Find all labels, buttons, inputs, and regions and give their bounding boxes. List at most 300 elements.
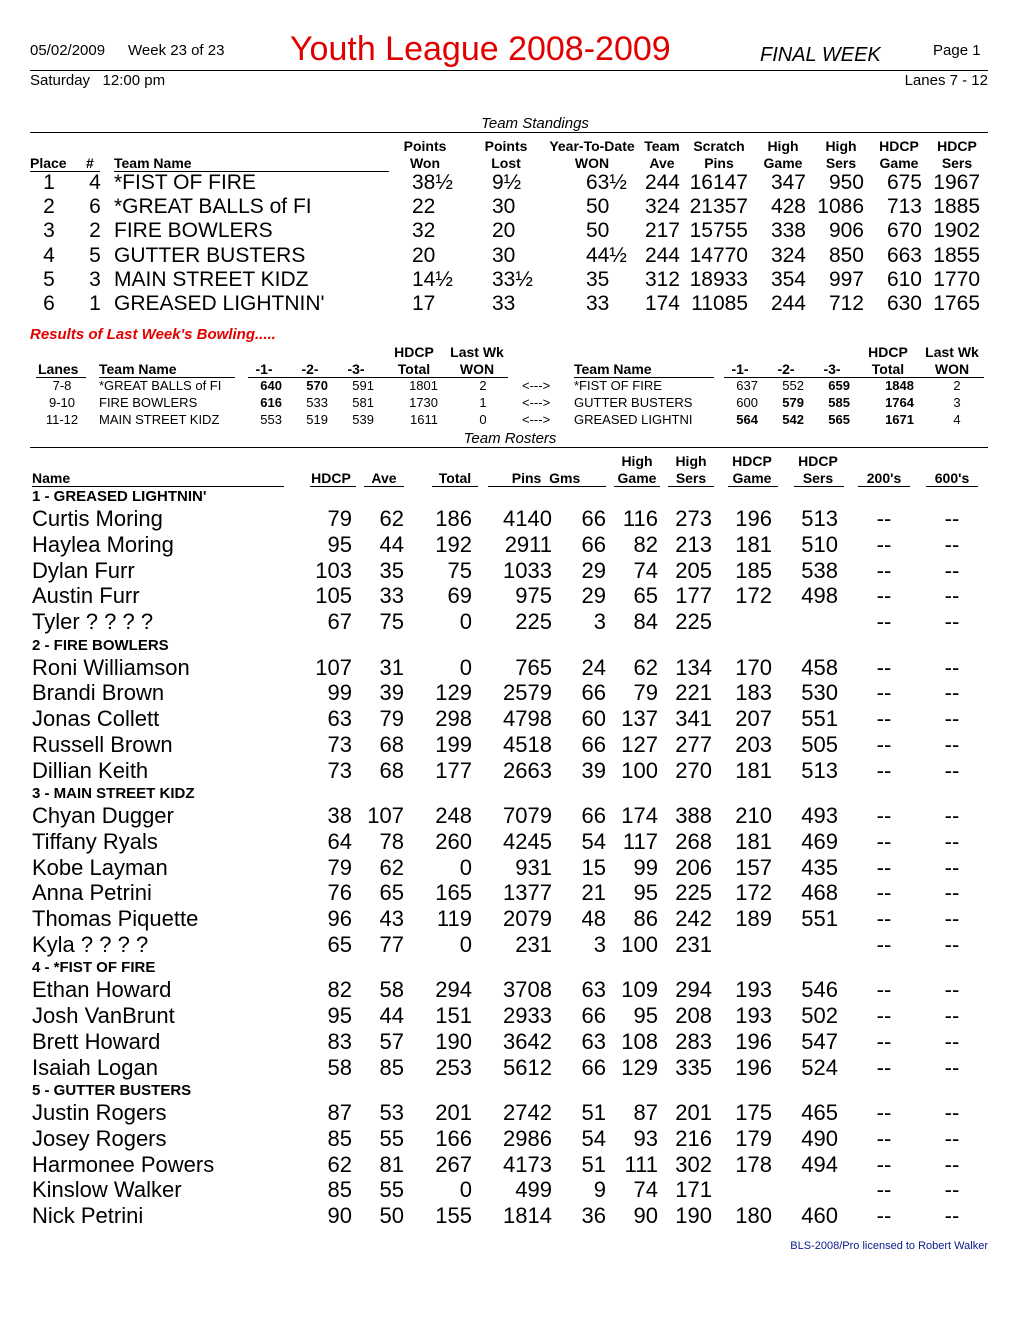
res-col-btot-1: HDCP [868, 344, 908, 360]
roster-row [0, 532, 1020, 558]
roster-hg: 62 [633, 654, 658, 680]
roster-c600: -- [944, 803, 960, 828]
roster-name: Brett Howard [32, 1028, 161, 1054]
roster-team-label: 5 - GUTTER BUSTERS [32, 1082, 192, 1099]
roster-hds: 547 [801, 1028, 838, 1054]
roster-name: Tyler ? ? ? ? [32, 609, 154, 635]
roster-row [0, 506, 1020, 532]
roster-hds: 551 [801, 706, 838, 732]
roster-gms: 66 [581, 803, 606, 828]
roster-ave: 58 [379, 977, 404, 1003]
roster-c200: -- [876, 1028, 892, 1054]
col-hs-1: High [825, 138, 857, 154]
roster-hds: 551 [801, 906, 838, 932]
results-a3: 581 [352, 395, 374, 410]
roster-hg: 129 [621, 1054, 658, 1080]
roster-c200: -- [876, 757, 892, 783]
standings-row [0, 195, 1020, 219]
roster-row [0, 706, 1020, 732]
roster-gms: 66 [581, 680, 606, 706]
results-awon: 0 [479, 412, 487, 427]
col-won-1: Points [403, 138, 447, 154]
roster-team-label: 2 - FIRE BOWLERS [32, 636, 169, 654]
roster-hds: 494 [801, 1151, 838, 1177]
roster-hg: 109 [621, 977, 658, 1003]
col-ave-1: Team [644, 138, 680, 154]
results-b1: 600 [736, 395, 758, 410]
col-ytd-1: Year-To-Date [549, 138, 635, 154]
roster-hds: 510 [801, 531, 838, 557]
roster-hdg: 175 [735, 1100, 772, 1125]
roster-c200: -- [876, 654, 892, 680]
roster-ave: 50 [379, 1203, 404, 1229]
standings-hg: 428 [770, 195, 806, 219]
roster-hdcp: 63 [327, 706, 352, 732]
standings-team: FIRE BOWLERS [114, 219, 273, 243]
roster-pins: 5612 [503, 1054, 552, 1080]
roster-hs: 294 [675, 977, 712, 1003]
standings-row [0, 171, 1020, 195]
results-arrow: <---> [522, 412, 551, 427]
standings-team: *GREAT BALLS of FI [114, 195, 312, 219]
roster-hdg: 172 [735, 880, 772, 906]
standings-team: MAIN STREET KIDZ [114, 267, 309, 291]
roster-c600: -- [944, 531, 960, 557]
roster-hdcp: 67 [327, 609, 352, 635]
roster-hdcp: 79 [327, 854, 352, 880]
week-label: Week 23 of 23 [128, 42, 225, 59]
roster-hdg: 178 [735, 1151, 772, 1177]
results-team_b: *FIST OF FIRE [574, 378, 662, 393]
roster-total: 201 [435, 1100, 472, 1125]
roster-total: 165 [435, 880, 472, 906]
roster-hdg: 193 [735, 1003, 772, 1029]
standings-num: 6 [89, 195, 101, 219]
roster-hdg: 196 [735, 1054, 772, 1080]
results-team_b: GUTTER BUSTERS [574, 395, 693, 410]
roster-hs: 171 [675, 1177, 712, 1203]
standings-num: 2 [89, 219, 101, 243]
roster-ave: 35 [379, 557, 404, 583]
roster-total: 267 [435, 1151, 472, 1177]
standings-num: 4 [89, 171, 101, 194]
col-hds-1: HDCP [937, 138, 977, 154]
roster-hds: 435 [801, 854, 838, 880]
res-col-team-b: Team Name [574, 361, 652, 377]
roster-pins: 2742 [503, 1100, 552, 1125]
results-team_b: GREASED LIGHTNI [574, 412, 693, 427]
roster-hs: 208 [675, 1003, 712, 1029]
roster-name: Austin Furr [32, 583, 140, 609]
res-col-bwon-2: WON [934, 361, 970, 377]
roster-name: Curtis Moring [32, 506, 163, 531]
roster-hdg: 181 [735, 757, 772, 783]
roster-total: 0 [459, 932, 472, 957]
roster-hg: 86 [633, 906, 658, 932]
roster-gms: 60 [581, 706, 606, 732]
roster-hs: 205 [675, 557, 712, 583]
roster-hdcp: 65 [327, 932, 352, 957]
roster-row [0, 1029, 1020, 1055]
roster-c200: -- [876, 531, 892, 557]
roster-hs: 302 [675, 1151, 712, 1177]
roster-hg: 95 [633, 880, 658, 906]
standings-ave: 244 [644, 171, 680, 194]
roster-gms: 51 [581, 1100, 606, 1125]
standings-hds: 1885 [933, 195, 980, 219]
results-a1: 616 [260, 395, 282, 410]
roster-hds: 530 [801, 680, 838, 706]
roster-team-label: 3 - MAIN STREET KIDZ [32, 785, 195, 802]
roster-name: Isaiah Logan [32, 1054, 158, 1080]
roster-c600: -- [944, 854, 960, 880]
roster-name: Justin Rogers [32, 1100, 167, 1125]
results-lanes: 11-12 [45, 412, 79, 427]
roster-team-label: 4 - *FIST OF FIRE [32, 959, 156, 977]
results-b3: 585 [828, 395, 850, 410]
roster-hs: 177 [675, 583, 712, 609]
roster-c600: -- [944, 731, 960, 757]
standings-num: 3 [89, 267, 101, 291]
standings-lost: 30 [492, 243, 516, 267]
standings-pins: 18933 [689, 267, 748, 291]
roster-hs: 341 [675, 706, 712, 732]
standings-won: 20 [412, 243, 436, 267]
roster-c600: -- [944, 1100, 960, 1125]
roster-c600: -- [944, 932, 960, 957]
roster-ave: 53 [379, 1100, 404, 1125]
results-a2: 570 [306, 378, 328, 393]
roster-total: 0 [459, 654, 472, 680]
roster-hs: 335 [675, 1054, 712, 1080]
roster-hds: 493 [801, 803, 838, 828]
roster-name: Ethan Howard [32, 977, 172, 1003]
roster-name: Brandi Brown [32, 680, 165, 706]
standings-hds: 1770 [933, 267, 980, 291]
roster-c200: -- [876, 1003, 892, 1029]
roster-pins: 931 [515, 854, 552, 880]
standings-team: *FIST OF FIRE [114, 171, 256, 194]
roster-name: Nick Petrini [32, 1203, 144, 1229]
results-team_a: MAIN STREET KIDZ [99, 412, 220, 427]
standings-won: 17 [412, 292, 436, 315]
roster-c200: -- [876, 680, 892, 706]
standings-hds: 1967 [933, 171, 980, 194]
results-awon: 1 [479, 395, 487, 410]
roster-c600: -- [944, 1203, 960, 1229]
roster-gms: 66 [581, 1003, 606, 1029]
roster-total: 0 [459, 609, 472, 635]
standings-hdg: 610 [886, 267, 922, 291]
roster-hg: 111 [624, 1151, 658, 1177]
roster-hdcp: 87 [327, 1100, 352, 1125]
res-col-awon-2: WON [459, 361, 495, 377]
standings-ytd: 50 [586, 219, 610, 243]
roster-hds: 538 [801, 557, 838, 583]
roster-total: 260 [435, 828, 472, 854]
header-divider [30, 70, 988, 71]
roster-c200: -- [876, 803, 892, 828]
res-col-bwon-1: Last Wk [925, 344, 979, 360]
res-col-b2: -2- [777, 361, 795, 377]
roster-hs: 190 [675, 1203, 712, 1229]
roster-c600: -- [944, 583, 960, 609]
roster-ave: 44 [379, 531, 404, 557]
standings-ytd: 44½ [586, 243, 627, 267]
standings-ytd: 50 [586, 195, 610, 219]
roster-c600: -- [944, 757, 960, 783]
footer-license: BLS-2008/Pro licensed to Robert Walker [790, 1240, 988, 1252]
roster-total: 0 [459, 1177, 472, 1203]
roster-total: 177 [435, 757, 472, 783]
roster-pins: 499 [515, 1177, 552, 1203]
roster-ave: 39 [379, 680, 404, 706]
roster-ave: 68 [379, 757, 404, 783]
roster-c200: -- [876, 1203, 892, 1229]
roster-gms: 3 [593, 932, 606, 957]
roster-pins: 3642 [503, 1028, 552, 1054]
roster-name: Thomas Piquette [32, 906, 199, 932]
roster-c200: -- [876, 506, 892, 531]
roster-row [0, 609, 1020, 635]
roster-hg: 84 [633, 609, 658, 635]
rosters-divider [30, 447, 988, 448]
roster-c600: -- [944, 506, 960, 531]
roster-row [0, 880, 1020, 906]
ros-col-hdg-2: Game [732, 470, 772, 486]
roster-name: Josey Rogers [32, 1125, 167, 1151]
roster-ave: 62 [379, 854, 404, 880]
roster-hs: 388 [675, 803, 712, 828]
roster-total: 192 [435, 531, 472, 557]
standings-team: GREASED LIGHTNIN' [114, 292, 325, 315]
roster-row [0, 1126, 1020, 1152]
roster-hdcp: 95 [327, 1003, 352, 1029]
results-atot: 1611 [410, 412, 438, 427]
roster-name: Josh VanBrunt [32, 1003, 175, 1029]
standings-pins: 16147 [689, 171, 748, 194]
roster-hg: 65 [633, 583, 658, 609]
roster-ave: 78 [379, 828, 404, 854]
roster-total: 69 [447, 583, 472, 609]
roster-gms: 63 [581, 977, 606, 1003]
roster-name: Dillian Keith [32, 757, 149, 783]
roster-c200: -- [876, 609, 892, 635]
day-time: Saturday 12:00 pm [30, 72, 166, 89]
roster-c600: -- [944, 906, 960, 932]
res-col-btot-2: Total [871, 361, 905, 377]
roster-c600: -- [944, 654, 960, 680]
ros-col-hs-1: High [675, 453, 707, 469]
results-b2: 552 [782, 378, 804, 393]
roster-hdcp: 83 [327, 1028, 352, 1054]
roster-row [0, 558, 1020, 584]
roster-hg: 99 [633, 854, 658, 880]
results-a3: 539 [352, 412, 374, 427]
standings-pins: 15755 [689, 219, 748, 243]
standings-hg: 347 [770, 171, 806, 194]
standings-won: 32 [412, 219, 436, 243]
standings-won: 14½ [412, 267, 453, 291]
roster-c200: -- [876, 1177, 892, 1203]
standings-ytd: 63½ [586, 171, 627, 194]
roster-hs: 225 [675, 880, 712, 906]
roster-hdg: 185 [735, 557, 772, 583]
roster-hg: 100 [621, 932, 658, 957]
roster-hg: 108 [621, 1028, 658, 1054]
roster-gms: 66 [581, 1054, 606, 1080]
roster-hs: 134 [675, 654, 712, 680]
roster-hdcp: 73 [327, 731, 352, 757]
roster-hs: 231 [675, 932, 712, 957]
col-team: Team Name [114, 155, 192, 171]
roster-hdg: 189 [735, 906, 772, 932]
standings-ave: 312 [644, 267, 680, 291]
results-team_a: FIRE BOWLERS [99, 395, 198, 410]
standings-lost: 33 [492, 292, 516, 315]
ros-col-hdg-1: HDCP [732, 453, 772, 469]
results-b3: 565 [828, 412, 850, 427]
roster-name: Dylan Furr [32, 557, 135, 583]
roster-ave: 81 [379, 1151, 404, 1177]
page-title: Youth League 2008-2009 [290, 30, 671, 68]
results-btot: 1848 [885, 378, 914, 393]
results-row [0, 378, 1020, 395]
ros-col-total: Total [438, 470, 472, 486]
results-a1: 553 [260, 412, 282, 427]
roster-gms: 66 [581, 506, 606, 531]
roster-hdg: 179 [735, 1125, 772, 1151]
roster-gms: 54 [581, 828, 606, 854]
roster-pins: 225 [515, 609, 552, 635]
results-title: Results of Last Week's Bowling..... [30, 326, 276, 343]
col-hdg-1: HDCP [879, 138, 919, 154]
results-b1: 637 [736, 378, 758, 393]
roster-c600: -- [944, 1151, 960, 1177]
roster-ave: 79 [379, 706, 404, 732]
col-place: Place [30, 155, 67, 171]
results-btot: 1671 [885, 412, 914, 427]
standings-lost: 20 [492, 219, 516, 243]
roster-ave: 57 [379, 1028, 404, 1054]
standings-hds: 1902 [933, 219, 980, 243]
roster-name: Kobe Layman [32, 854, 168, 880]
roster-ave: 43 [379, 906, 404, 932]
roster-pins: 1377 [503, 880, 552, 906]
roster-c600: -- [944, 828, 960, 854]
roster-c600: -- [944, 680, 960, 706]
roster-ave: 68 [379, 731, 404, 757]
roster-hdg: 210 [735, 803, 772, 828]
roster-hdg: 180 [735, 1203, 772, 1229]
standings-ave: 324 [644, 195, 680, 219]
roster-team-header [0, 637, 1020, 655]
roster-pins: 2911 [504, 531, 552, 557]
standings-hg: 354 [770, 267, 806, 291]
roster-hdcp: 90 [327, 1203, 352, 1229]
standings-row [0, 244, 1020, 268]
roster-hg: 93 [633, 1125, 658, 1151]
standings-row [0, 292, 1020, 316]
roster-pins: 975 [515, 583, 552, 609]
standings-place: 2 [43, 195, 55, 219]
roster-hdg: 203 [735, 731, 772, 757]
standings-place: 4 [43, 243, 55, 267]
roster-hdg: 170 [735, 654, 772, 680]
roster-team-header [0, 1082, 1020, 1100]
roster-c600: -- [944, 706, 960, 732]
roster-pins: 4140 [503, 506, 552, 531]
col-hg-1: High [767, 138, 799, 154]
roster-hdcp: 95 [327, 531, 352, 557]
roster-row [0, 655, 1020, 681]
roster-ave: 31 [379, 654, 404, 680]
roster-hs: 221 [675, 680, 712, 706]
roster-hs: 277 [675, 731, 712, 757]
results-lanes: 7-8 [52, 378, 72, 393]
roster-hdcp: 38 [327, 803, 352, 828]
standings-hds: 1765 [933, 292, 980, 315]
roster-hg: 82 [633, 531, 658, 557]
roster-hds: 513 [801, 506, 838, 531]
standings-hdg: 713 [886, 195, 922, 219]
roster-row [0, 829, 1020, 855]
roster-gms: 66 [581, 531, 606, 557]
roster-hdcp: 58 [327, 1054, 352, 1080]
standings-hs: 1086 [817, 195, 864, 219]
res-col-a1: -1- [255, 361, 273, 377]
roster-gms: 39 [581, 757, 606, 783]
page-number: Page 1 [933, 42, 981, 59]
roster-total: 155 [435, 1203, 472, 1229]
roster-c200: -- [876, 828, 892, 854]
results-btot: 1764 [885, 395, 914, 410]
standings-ave: 174 [644, 292, 680, 315]
results-row [0, 412, 1020, 429]
roster-hg: 74 [633, 557, 658, 583]
col-ave-2: Ave [649, 155, 675, 171]
standings-pins: 21357 [689, 195, 748, 219]
roster-hs: 216 [675, 1125, 712, 1151]
results-bwon: 3 [953, 395, 961, 410]
roster-name: Jonas Collett [32, 706, 160, 732]
standings-place: 3 [43, 219, 55, 243]
roster-gms: 54 [581, 1125, 606, 1151]
ros-col-hdcp: HDCP [311, 470, 351, 486]
roster-hdg: 181 [735, 531, 772, 557]
roster-hg: 100 [621, 757, 658, 783]
roster-hds: 490 [801, 1125, 838, 1151]
roster-hds: 505 [801, 731, 838, 757]
ros-col-hds-1: HDCP [798, 453, 838, 469]
col-hg-2: Game [763, 155, 803, 171]
roster-hs: 273 [675, 506, 712, 531]
roster-pins: 7079 [503, 803, 552, 828]
roster-gms: 9 [593, 1177, 606, 1203]
roster-c200: -- [876, 854, 892, 880]
res-col-atot-2: Total [397, 361, 431, 377]
roster-hds: 468 [801, 880, 838, 906]
results-lanes: 9-10 [48, 395, 76, 410]
roster-total: 248 [435, 803, 472, 828]
standings-hs: 906 [828, 219, 864, 243]
roster-hs: 242 [675, 906, 712, 932]
standings-hg: 244 [770, 292, 806, 315]
roster-hs: 206 [675, 854, 712, 880]
standings-hs: 950 [828, 171, 864, 194]
standings-row [0, 219, 1020, 243]
col-num: # [86, 155, 94, 171]
